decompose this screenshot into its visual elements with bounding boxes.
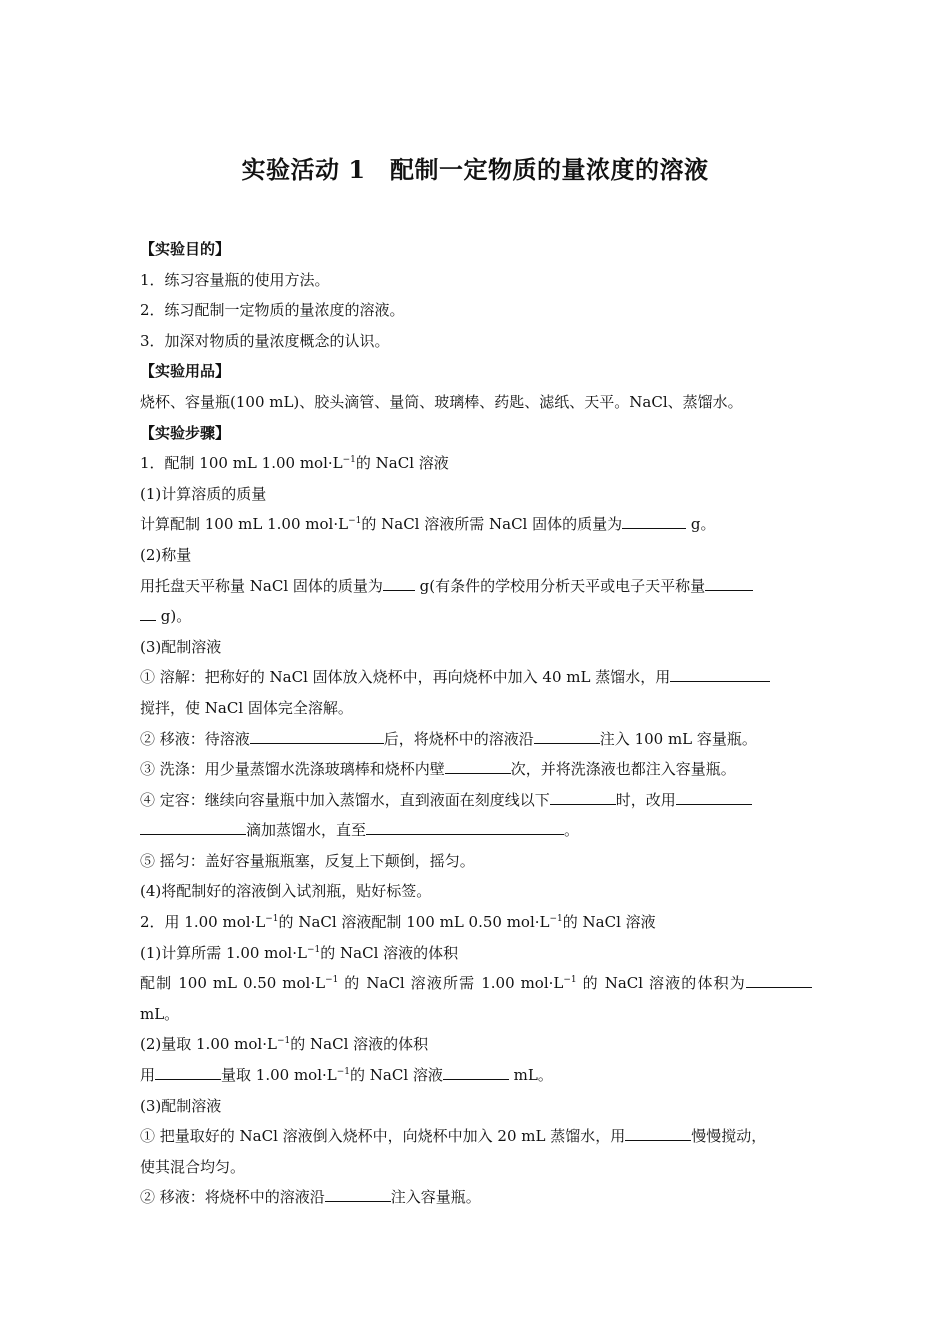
part2-transfer: ② 移液：将烧杯中的溶液沿 注入容量瓶。 <box>140 1182 812 1213</box>
answer-blank[interactable] <box>140 819 246 836</box>
part2-step1-text: 配制 100 mL 0.50 $mol\cdot L^{-1}$ 的 NaCl 溶液所需 1.00 $mol\cdot L^{-1}$ 的 NaCl 溶液的体积为 <box>140 968 812 999</box>
part1-heading: 1．配制 100 mL 1.00 $mol\cdot L^{-1}$的 NaCl 溶液 <box>140 454 449 473</box>
answer-blank[interactable] <box>366 819 564 836</box>
part1-fix: ④ 定容：继续向容量瓶中加入蒸馏水，直到液面在刻度线以下 时，改用 <box>140 785 812 816</box>
answer-blank[interactable] <box>676 788 752 805</box>
answer-blank[interactable] <box>443 1063 509 1080</box>
answer-blank[interactable] <box>550 788 616 805</box>
part1-transfer: ② 移液：待溶液 后，将烧杯中的溶液沿 注入 100 mL 容量瓶。 <box>140 724 812 755</box>
document-body <box>140 234 812 1213</box>
purpose-item-2: 2．练习配制一定物质的量浓度的溶液。 <box>140 301 405 320</box>
answer-blank[interactable] <box>140 604 156 621</box>
part2-step1-title: (1)计算所需 1.00 $mol\cdot L^{-1}$的 NaCl 溶液的体积 <box>140 943 459 962</box>
part1-dissolve-cont: 搅拌，使 NaCl 固体完全溶解。 <box>140 698 353 717</box>
part2-step1-text-cont: mL。 <box>140 1004 180 1023</box>
part2-step3-title: (3)配制溶液 <box>140 1096 222 1115</box>
answer-blank[interactable] <box>534 727 600 744</box>
materials-list: 烧杯、容量瓶(100 mL)、胶头滴管、量筒、玻璃棒、药匙、滤纸、天平。NaCl、蒸馏水。 <box>140 392 743 411</box>
answer-blank[interactable] <box>625 1124 691 1141</box>
purpose-item-1: 1．练习容量瓶的使用方法。 <box>140 270 330 289</box>
part1-step3-title: (3)配制溶液 <box>140 637 222 656</box>
answer-blank[interactable] <box>746 972 812 989</box>
purpose-item-3: 3．加深对物质的量浓度概念的认识。 <box>140 331 390 350</box>
part1-step1-title: (1)计算溶质的质量 <box>140 484 267 503</box>
answer-blank[interactable] <box>670 666 770 683</box>
part1-step2-title: (2)称量 <box>140 545 192 564</box>
part2-step2-text: 用 量取 1.00 $mol\cdot L^{-1}$的 NaCl 溶液 mL。 <box>140 1060 812 1091</box>
part1-fix-cont: 滴加蒸馏水，直至 。 <box>140 815 812 846</box>
answer-blank[interactable] <box>622 513 686 530</box>
part2-heading: 2．用 1.00 $mol\cdot L^{-1}$的 NaCl 溶液配制 100 mL 0.50 $mol\cdot L^{-1}$的 NaCl 溶液 <box>140 913 656 932</box>
part1-step1-text: 计算配制 100 mL 1.00 $mol\cdot L^{-1}$的 NaCl 溶液所需 NaCl 固体的质量为 g。 <box>140 509 812 540</box>
section-heading-purpose: 【实验目的】 <box>140 240 231 258</box>
answer-blank[interactable] <box>383 574 415 591</box>
part1-dissolve: ① 溶解：把称好的 NaCl 固体放入烧杯中，再向烧杯中加入 40 mL 蒸馏水，用 <box>140 662 812 693</box>
part1-step2-text: 用托盘天平称量 NaCl 固体的质量为 g(有条件的学校用分析天平或电子天平称量 <box>140 571 812 602</box>
page-title: 实验活动 1 配制一定物质的量浓度的溶液 <box>241 155 709 184</box>
answer-blank[interactable] <box>445 757 511 774</box>
part2-step2-title: (2)量取 1.00 $mol\cdot L^{-1}$的 NaCl 溶液的体积 <box>140 1035 429 1054</box>
answer-blank[interactable] <box>705 574 753 591</box>
part1-wash: ③ 洗涤：用少量蒸馏水洗涤玻璃棒和烧杯内壁 次，并将洗涤液也都注入容量瓶。 <box>140 754 812 785</box>
section-heading-steps: 【实验步骤】 <box>140 423 231 442</box>
part2-mix: ① 把量取好的 NaCl 溶液倒入烧杯中，向烧杯中加入 20 mL 蒸馏水，用 慢慢搅动， <box>140 1121 812 1152</box>
part1-shake: ⑤ 摇匀：盖好容量瓶瓶塞，反复上下颠倒，摇匀。 <box>140 851 475 870</box>
part2-mix-cont: 使其混合均匀。 <box>140 1157 246 1176</box>
answer-blank[interactable] <box>325 1186 391 1203</box>
answer-blank[interactable] <box>250 727 384 744</box>
answer-blank[interactable] <box>155 1063 221 1080</box>
section-heading-materials: 【实验用品】 <box>140 362 231 381</box>
part1-step2-text-cont: g)。 <box>140 601 812 632</box>
part1-step4: (4)将配制好的溶液倒入试剂瓶，贴好标签。 <box>140 882 432 901</box>
